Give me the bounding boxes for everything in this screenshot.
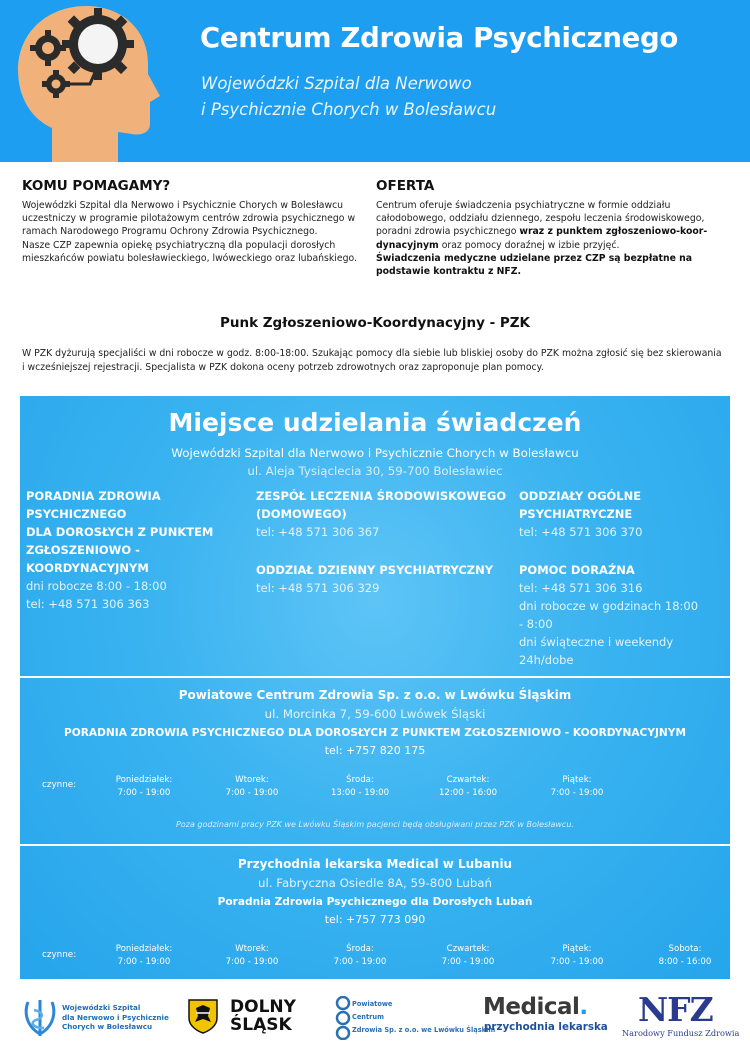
service-heading: ODDZIAŁ DZIENNY PSYCHIATRYCZNY (256, 563, 494, 577)
hospital-logo-icon (22, 998, 58, 1038)
medical-word: Medical (483, 994, 580, 1020)
day-hours: 7:00 - 19:00 (225, 788, 279, 798)
service-dzienny (256, 561, 516, 597)
hospital-address: ul. Aleja Tysiąclecia 30, 59-700 Bolesławiec (247, 464, 503, 478)
service-phone[interactable]: tel: +48 571 306 367 (256, 525, 380, 539)
pzk-text: W PZK dyżurują specjaliści w dni robocze w godz. 8:00-18:00. Szukając pomocy dla siebie lub bliskiej osoby do PZK można zgłosić się bez skierowania i wcześniejszej rejestracji. Specjalista w PZK dokona oceny potrzeb zdrowotnych oraz zaproponuje plan pomocy. (22, 348, 722, 373)
luban-phone[interactable]: tel: +757 773 090 (324, 913, 426, 926)
logo-text-line: DOLNY (230, 997, 296, 1017)
service-heading: DLA DOROSŁYCH Z PUNKTEM (26, 525, 214, 539)
komu-paragraph-2: Nasze CZP zapewnia opiekę psychiatryczną dla populacji dorosłych mieszkańców powiatu bolesławieckiego, lwóweckiego oraz lubańskiego. (22, 239, 357, 264)
service-heading: ODDZIAŁY OGÓLNE (519, 489, 642, 503)
service-heading: ZGŁOSZENIOWO - (26, 543, 140, 557)
subtitle-line-1: Wojewódzki Szpital dla Nerwowo (201, 74, 472, 93)
day-name: Wtorek: (235, 944, 269, 954)
logo-text-line: Zdrowia Sp. z o.o. we Lwówku Śląskim (352, 1026, 496, 1034)
lwowek-note: Poza godzinami pracy PZK we Lwówku Śląskim pacjenci będą obsługiwani przez PZK w Bolesławcu. (176, 820, 574, 829)
day-name: Piątek: (562, 775, 592, 785)
hours-day (207, 774, 297, 800)
service-phone[interactable]: tel: +48 571 306 370 (519, 525, 643, 539)
service-poradnia (26, 487, 256, 613)
day-name: Sobota: (668, 944, 702, 954)
logo-text-line: Chorych w Bolesławcu (62, 1022, 153, 1031)
section-heading: KOMU POMAGAMY? (22, 178, 171, 194)
service-hours: - 8:00 (519, 617, 553, 631)
day-hours: 7:00 - 19:00 (550, 788, 604, 798)
service-hours: dni robocze 8:00 - 18:00 (26, 579, 167, 593)
divider (20, 676, 730, 678)
day-hours: 7:00 - 19:00 (117, 957, 171, 967)
service-heading: PSYCHIATRYCZNE (519, 507, 633, 521)
service-heading: PORADNIA ZDROWIA (26, 489, 161, 503)
dolny-slask-text (230, 998, 296, 1034)
service-heading: PSYCHICZNEGO (26, 507, 127, 521)
day-name: Poniedziałek: (115, 775, 173, 785)
service-hours: dni robocze w godzinach 18:00 (519, 599, 699, 613)
day-name: Czwartek: (446, 775, 490, 785)
day-hours: 12:00 - 16:00 (438, 788, 498, 798)
day-hours: 7:00 - 19:00 (333, 957, 387, 967)
hours-day (315, 774, 405, 800)
places-panel (20, 396, 730, 979)
divider (20, 844, 730, 846)
service-ogolne (519, 487, 724, 541)
subtitle-line-2: i Psychicznie Chorych w Bolesławcu (201, 100, 497, 119)
hours-day (99, 774, 189, 800)
day-name: Środa: (346, 775, 374, 785)
luban-name: Przychodnia lekarska Medical w Lubaniu (237, 857, 513, 871)
pcz-logo-text (352, 998, 495, 1037)
pzk-title: Punk Zgłoszeniowo-Koordynacyjny - PZK (219, 315, 531, 331)
hours-day (640, 943, 730, 969)
service-heading: KOORDYNACYJNYM (26, 561, 149, 575)
footer-logos (0, 990, 750, 1060)
service-heading: (DOMOWEGO) (256, 507, 347, 521)
hours-label: czynne: (42, 950, 77, 960)
pcz-logo-icon (334, 996, 352, 1040)
day-hours: 7:00 - 19:00 (441, 957, 495, 967)
lwowek-name: Powiatowe Centrum Zdrowia Sp. z o.o. w Lwówku Śląskim (178, 688, 572, 702)
luban-address: ul. Fabryczna Osiedle 8A, 59-800 Lubań (257, 876, 493, 890)
medical-logo-subtitle: przychodnia lekarska (484, 1021, 608, 1033)
logo-text-line: Wojewódzki Szpital (62, 1003, 141, 1012)
day-hours: 7:00 - 19:00 (225, 957, 279, 967)
service-hours: 24h/dobe (519, 653, 574, 667)
hours-day (532, 774, 622, 800)
header-banner (0, 0, 750, 162)
hours-day (207, 943, 297, 969)
medical-logo-text (483, 994, 588, 1020)
day-name: Środa: (346, 944, 374, 954)
page-subtitle (201, 71, 701, 123)
logo-text-line: dla Nerwowo i Psychicznie (62, 1012, 169, 1022)
hours-label: czynne: (42, 780, 77, 790)
hours-day (423, 943, 513, 969)
service-heading: ZESPÓŁ LECZENIA ŚRODOWISKOWEGO (256, 489, 507, 503)
service-zespol (256, 487, 516, 541)
logo-text-line: Powiatowe (352, 1000, 393, 1008)
oferta-text-a: Centrum oferuje świadczenia psychiatryczne w formie oddziału całodobowego, oddziału dziennego, zespołu leczenia środowiskowego, poradni zdrowia psychicznego (376, 200, 705, 238)
logo-text-line: ŚLĄSK (230, 1015, 292, 1035)
service-phone[interactable]: tel: +48 571 306 363 (26, 597, 150, 611)
oferta-paragraph (376, 199, 721, 252)
hospital-logo-text (62, 1003, 169, 1032)
komu-paragraph-1: Wojewódzki Szpital dla Nerwowo i Psychicznie Chorych w Bolesławcu uczestniczy w programie pilotażowym centrów zdrowia psychicznego w ramach Narodowego Programu Ochrony Zdrowia Psychicznego. (22, 200, 356, 238)
day-hours: 7:00 - 19:00 (550, 957, 604, 967)
day-name: Wtorek: (235, 775, 269, 785)
service-dorazna (519, 561, 724, 669)
hospital-name: Wojewódzki Szpital dla Nerwowo i Psychicznie Chorych w Bolesławcu (171, 446, 579, 460)
hours-day (315, 943, 405, 969)
service-hours: dni świąteczne i weekendy (519, 635, 674, 649)
day-name: Czwartek: (446, 944, 490, 954)
oferta-text-b: oraz pomocy doraźnej w izbie przyjęć. (438, 239, 620, 251)
section-heading: OFERTA (376, 178, 435, 194)
medical-dot: . (579, 994, 588, 1020)
day-name: Poniedziałek: (115, 944, 173, 954)
lwowek-address: ul. Morcinka 7, 59-600 Lwówek Śląski (264, 707, 486, 721)
luban-unit: Poradnia Zdrowia Psychicznego dla Dorosłych Lubań (217, 896, 533, 908)
oferta-text-bold: wraz z punktem zgłoszeniowo-koor-dynacyjnym (376, 226, 708, 251)
hours-day (99, 943, 189, 969)
section-komu-pomagamy (22, 178, 362, 265)
section-oferta (376, 178, 721, 278)
lwowek-phone[interactable]: tel: +757 820 175 (324, 744, 426, 757)
places-title: Miejsce udzielania świadczeń (168, 408, 582, 437)
nfz-logo-text: NFZ (638, 990, 713, 1029)
hours-day (532, 943, 622, 969)
lwowek-unit: PORADNIA ZDROWIA PSYCHICZNEGO DLA DOROSŁYCH Z PUNKTEM ZGŁOSZENIOWO - KOORDYNACYJNYM (63, 727, 687, 739)
service-phone[interactable]: tel: +48 571 306 316 (519, 581, 643, 595)
service-phone[interactable]: tel: +48 571 306 329 (256, 581, 380, 595)
nfz-logo-subtitle: Narodowy Fundusz Zdrowia (622, 1028, 740, 1038)
free-note-text: Świadczenia medyczne udzielane przez CZP są bezpłatne na podstawie kontraktu z NFZ. (376, 252, 693, 278)
page-title: Centrum Zdrowia Psychicznego (200, 22, 678, 54)
day-name: Piątek: (562, 944, 592, 954)
logo-text-line: Centrum (352, 1013, 384, 1021)
oferta-free-note (376, 252, 721, 278)
day-hours: 13:00 - 19:00 (330, 788, 390, 798)
service-heading: POMOC DORAŹNA (519, 563, 635, 577)
day-hours: 7:00 - 19:00 (117, 788, 171, 798)
head-gears-icon (10, 0, 160, 162)
dolny-slask-coat-of-arms-icon (187, 998, 219, 1034)
hours-day (423, 774, 513, 800)
day-hours: 8:00 - 16:00 (658, 957, 712, 967)
